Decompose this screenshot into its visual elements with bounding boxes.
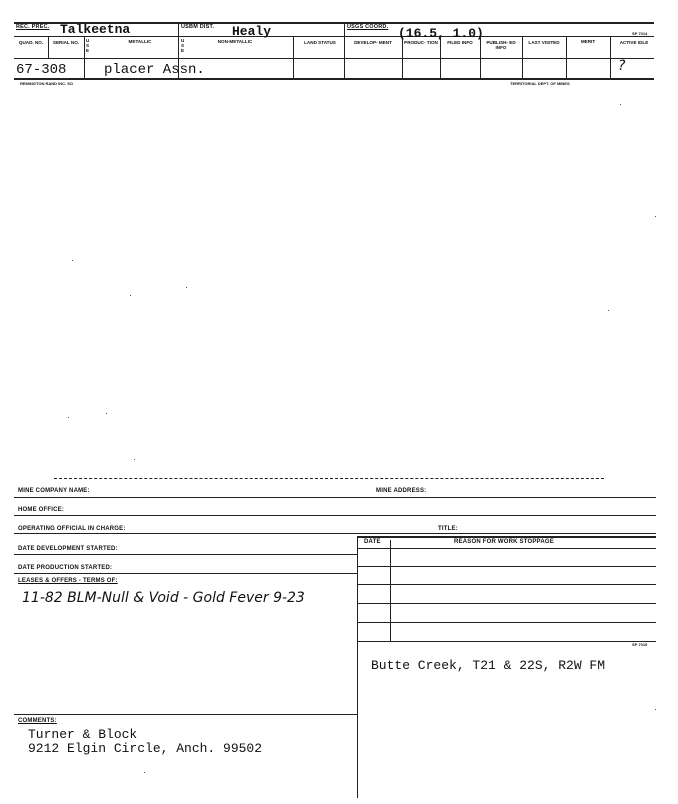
- center-divider: [357, 536, 358, 798]
- home-office-label: HOME OFFICE:: [18, 507, 65, 513]
- speck: [608, 310, 609, 311]
- lease-entry: 11-82 BLM-Null & Void - Gold Fever 9-23: [22, 590, 305, 606]
- stoppage-row-line: [357, 566, 656, 567]
- col-merit: MERIT: [580, 39, 596, 44]
- second-card-top-edge: [54, 478, 604, 479]
- col-production: PRODUC- TION: [404, 40, 438, 45]
- stoppage-date-divider: [390, 540, 391, 642]
- col-divider: [610, 36, 611, 78]
- date-col-label: DATE: [364, 539, 381, 545]
- col-nonmetallic: NON-METALLIC: [217, 39, 253, 44]
- home-office-line: [14, 515, 656, 516]
- col-development: DEVELOP- MENT: [354, 40, 392, 45]
- col-last-visited: LAST VISITED: [528, 40, 560, 45]
- speck: [130, 295, 131, 296]
- quad-serial-value: 67-308: [16, 62, 67, 78]
- col-use-metallic: U S E: [86, 38, 90, 53]
- stoppage-row-line: [357, 622, 656, 623]
- col-divider: [440, 36, 441, 78]
- col-divider: [48, 36, 49, 58]
- speck: [655, 216, 656, 217]
- col-divider: [293, 36, 294, 78]
- mine-company-label: MINE COMPANY NAME:: [18, 488, 90, 494]
- col-serial-no: SERIAL NO.: [52, 40, 80, 45]
- stoppage-row-line: [357, 603, 656, 604]
- stoppage-top-line: [357, 536, 656, 538]
- comments-line: [14, 714, 357, 715]
- leases-label: LEASES & OFFERS - TERMS OF:: [18, 578, 118, 584]
- col-use-nonmetallic: U S E: [181, 38, 185, 53]
- metallic-value: placer Assn.: [104, 62, 205, 78]
- stoppage-header-line: [357, 548, 656, 549]
- active-idle-mark: ?: [618, 58, 626, 74]
- usgs-coord-label: USGS COORD.: [347, 24, 389, 30]
- date-prod-line: [14, 573, 357, 574]
- date-dev-line: [14, 554, 357, 555]
- form-number-bottom: SP 7015: [632, 642, 648, 647]
- date-prod-label: DATE PRODUCTION STARTED:: [18, 565, 113, 571]
- col-land-status: LAND STATUS: [304, 40, 336, 45]
- territorial-dept: TERRITORIAL DEPT. OF MINES: [510, 81, 570, 86]
- stoppage-row-line: [357, 584, 656, 585]
- col-quad-no: QUAD. NO.: [18, 40, 44, 45]
- speck: [186, 287, 187, 288]
- rec-prec-label: REC. PREC.: [16, 24, 50, 30]
- operating-official-line: [14, 533, 656, 534]
- col-divider: [344, 22, 345, 78]
- speck: [106, 413, 107, 414]
- rec-prec-value: Talkeetna: [60, 22, 131, 37]
- operating-official-label: OPERATING OFFICIAL IN CHARGE:: [18, 526, 126, 532]
- speck: [620, 104, 621, 105]
- col-published-info: PUBLISH- ED INFO: [486, 40, 516, 50]
- col-divider: [522, 36, 523, 78]
- mine-company-line: [14, 497, 656, 498]
- form-number-top: SP 7014: [632, 31, 648, 36]
- record-bottom-line: [14, 78, 654, 80]
- col-divider: [566, 36, 567, 78]
- speck: [144, 772, 145, 773]
- mine-address-label: MINE ADDRESS:: [376, 488, 427, 494]
- speck: [68, 417, 69, 418]
- reason-col-label: REASON FOR WORK STOPPAGE: [454, 539, 554, 545]
- record-top-line: [14, 58, 654, 59]
- speck: [134, 459, 135, 460]
- col-metallic: METALLIC: [128, 39, 152, 44]
- title-label: TITLE:: [438, 526, 458, 532]
- speck: [72, 260, 73, 261]
- comments-label: COMMENTS:: [18, 718, 57, 724]
- date-dev-label: DATE DEVELOPMENT STARTED:: [18, 546, 118, 552]
- col-active-idle: ACTIVE IDLE: [619, 40, 649, 45]
- col-filed-info: FILED INFO: [447, 40, 473, 45]
- printer-imprint: REMINGTON RAND INC. SO: [20, 81, 74, 86]
- stoppage-row-line: [357, 641, 656, 642]
- usgs-coord-value: (16.5, 1.0): [398, 26, 484, 41]
- col-divider: [84, 36, 85, 78]
- usbm-dist-value: Healy: [232, 24, 272, 39]
- comment-line-2: 9212 Elgin Circle, Anch. 99502: [28, 741, 263, 756]
- col-divider: [480, 36, 481, 78]
- speck: [655, 709, 656, 710]
- usbm-dist-label: USBM DIST.: [181, 24, 215, 30]
- location-text: Butte Creek, T21 & 22S, R2W FM: [371, 658, 606, 673]
- comment-line-1: Turner & Block: [28, 727, 138, 742]
